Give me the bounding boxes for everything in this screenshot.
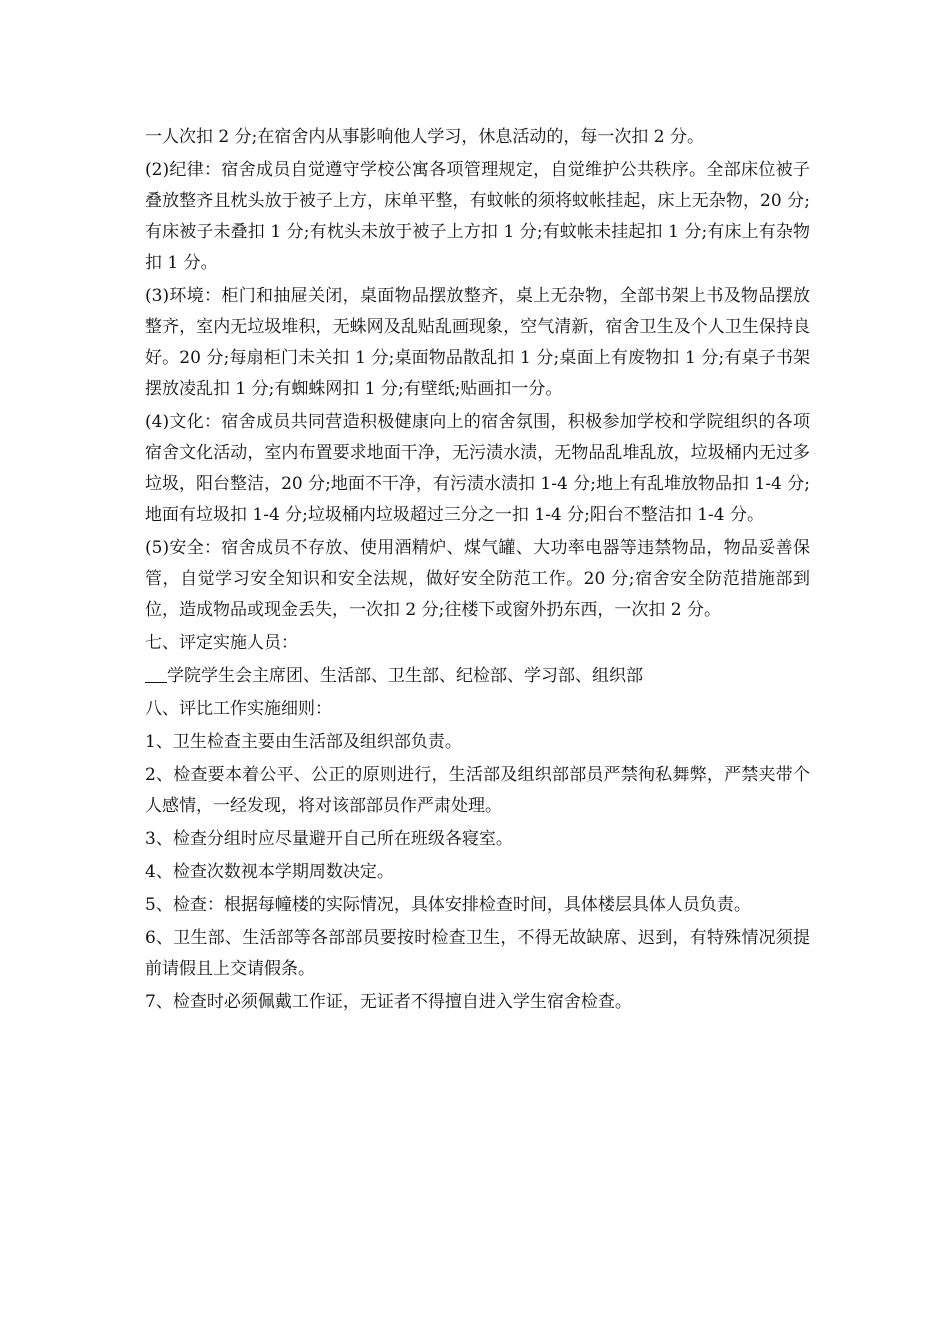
document-body [145, 122, 810, 1020]
paragraph-continuation: 一人次扣 2 分;在宿舍内从事影响他人学习，休息活动的，每一次扣 2 分。 [145, 127, 704, 147]
paragraph-discipline: (2)纪律：宿舍成员自觉遵守学校公寓各项管理规定，自觉维护公共秩序。全部床位被子叠放整齐且枕头放于被子上方，床单平整，有蚊帐的须将蚊帐挂起，床上无杂物，20 分;有床被子未叠扣 1 分;有枕头未放于被子上方扣 1 分;有蚊帐未挂起扣 1 分;有床上有杂物扣 1 分。 [145, 160, 810, 273]
rule-item-6: 6、卫生部、生活部等各部部员要按时检查卫生，不得无故缺席、迟到，有特殊情况须提前请假且上交请假条。 [145, 928, 810, 979]
rule-item-2: 2、检查要本着公平、公正的原则进行，生活部及组织部部员严禁徇私舞弊，严禁夹带个人感情，一经发现，将对该部部员作严肃处理。 [145, 765, 810, 816]
rule-item-1: 1、卫生检查主要由生活部及组织部负责。 [145, 732, 462, 752]
paragraph-environment: (3)环境：柜门和抽屉关闭，桌面物品摆放整齐，桌上无杂物，全部书架上书及物品摆放整齐，室内无垃圾堆积，无蛛网及乱贴乱画现象，空气清新，宿舍卫生及个人卫生保持良好。20 分;每扇柜门未关扣 1 分;桌面物品散乱扣 1 分;桌面上有废物扣 1 分;有桌子书架摆放凌乱扣 1 分;有蜘蛛网扣 1 分;有壁纸;贴画扣一分。 [145, 286, 810, 399]
rule-item-5: 5、检查：根据每幢楼的实际情况，具体安排检查时间，具体楼层具体人员负责。 [145, 895, 751, 915]
paragraph-culture: (4)文化：宿舍成员共同营造积极健康向上的宿舍氛围，积极参加学校和学院组织的各项宿舍文化活动，室内布置要求地面干净，无污渍水渍，无物品乱堆乱放，垃圾桶内无过多垃圾，阳台整洁，20 分;地面不干净，有污渍水渍扣 1-4 分;地上有乱堆放物品扣 1-4 分;地面有垃圾扣 1-4 分;垃圾桶内垃圾超过三分之一扣 1-4 分;阳台不整洁扣 1-4 分。 [145, 412, 810, 525]
blank-underline [145, 666, 167, 683]
paragraph-safety: (5)安全：宿舍成员不存放、使用酒精炉、煤气罐、大功率电器等违禁物品，物品妥善保管，自觉学习安全知识和安全法规，做好安全防范工作。20 分;宿舍安全防范措施部到位，造成物品或现金丢失，一次扣 2 分;往楼下或窗外扔东西，一次扣 2 分。 [145, 538, 810, 620]
paragraph-evaluators [145, 661, 810, 692]
evaluators-text: 学院学生会主席团、生活部、卫生部、纪检部、学习部、组织部 [167, 666, 643, 686]
rule-item-7: 7、检查时必须佩戴工作证，无证者不得擅自进入学生宿舍检查。 [145, 992, 632, 1012]
rule-item-3: 3、检查分组时应尽量避开自己所在班级各寝室。 [145, 829, 513, 849]
section-heading-rules: 八、评比工作实施细则： [145, 699, 332, 719]
rule-item-4: 4、检查次数视本学期周数决定。 [145, 862, 394, 882]
section-heading-evaluators: 七、评定实施人员： [145, 633, 298, 653]
